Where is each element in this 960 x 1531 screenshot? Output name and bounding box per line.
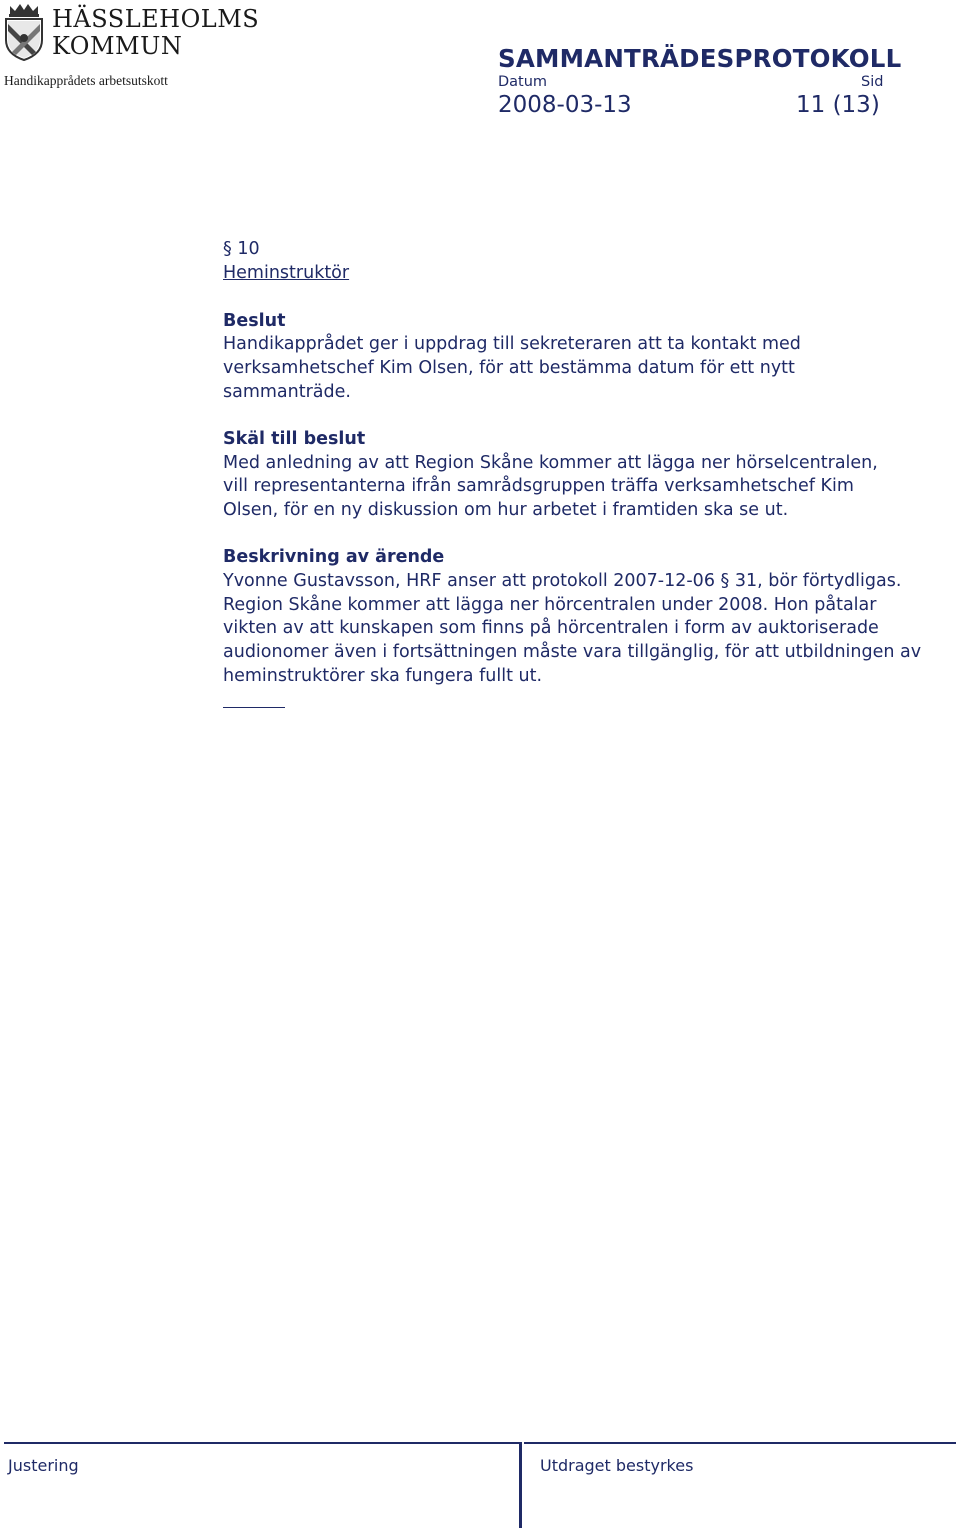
page-number: 11 (13): [796, 92, 880, 118]
organization-subunit: Handikapprådets arbetsutskott: [4, 73, 168, 88]
meeting-date: 2008-03-13: [498, 92, 632, 118]
reason-text: Med anledning av att Region Skåne kommer att lägga ner hörselcentralen, vill representanterna ifrån samrådsgruppen träffa verksamhetschef Kim Olsen, för en ny diskussion om hur arbetet i framtiden ska se ut.: [223, 452, 878, 521]
municipal-crest-icon: [2, 2, 46, 62]
footer-utdraget-label: Utdraget bestyrkes: [540, 1456, 694, 1475]
footer-rule-right: [524, 1442, 956, 1444]
description-text: Yvonne Gustavsson, HRF anser att protokoll 2007-12-06 § 31, bör förtydligas. Region Skåne kommer att lägga ner hörcentralen under 2008. Hon påtalar vikten av att kunskapen som finns på hörcentralen i form av auktoriserade audionomer även i fortsättningen måste vara tillgänglig, för att utbildningen av heminstruktörer ska fungera fullt ut.: [223, 570, 922, 686]
footer-justering-label: Justering: [8, 1456, 79, 1475]
protocol-body: [223, 238, 938, 708]
footer-divider: [519, 1442, 522, 1528]
section-title: Heminstruktör: [223, 262, 350, 283]
organization-name: [52, 6, 259, 60]
reason-heading: Skäl till beslut: [223, 428, 366, 449]
paragraph-number: § 10: [223, 239, 260, 259]
organization-name-line2: KOMMUN: [52, 32, 183, 60]
document-type-title: SAMMANTRÄDESPROTOKOLL: [498, 44, 902, 73]
page-label: Sid: [861, 74, 884, 90]
description-heading: Beskrivning av ärende: [223, 546, 445, 567]
section-end-rule: [223, 707, 285, 708]
organization-name-line1: HÄSSLEHOLMS: [52, 5, 260, 33]
decision-text: Handikapprådet ger i uppdrag till sekreteraren att ta kontakt med verksamhetschef Kim Olsen, för att bestämma datum för ett nytt sammanträde.: [223, 334, 801, 402]
footer-rule-left: [4, 1442, 520, 1444]
decision-heading: Beslut: [223, 310, 286, 331]
date-label: Datum: [498, 74, 548, 90]
